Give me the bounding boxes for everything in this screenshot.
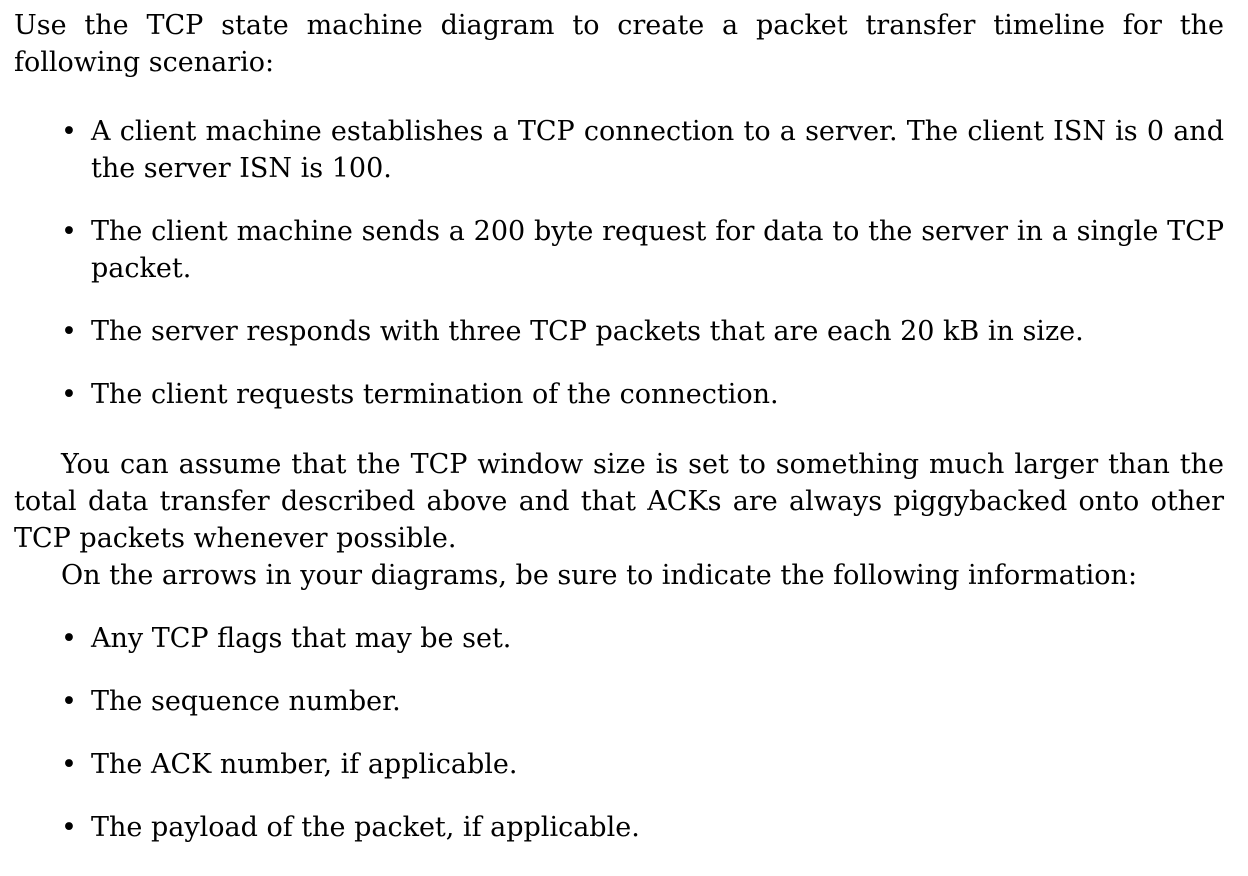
bullet-icon: • — [61, 623, 77, 654]
list-item — [14, 313, 1224, 350]
list-item — [14, 213, 1224, 287]
list-item — [14, 113, 1224, 187]
list-item — [14, 620, 1224, 657]
list-item — [14, 683, 1224, 720]
list-item — [14, 809, 1224, 846]
bullet-icon: • — [61, 812, 77, 843]
info-item-text: Any TCP flags that may be set. — [91, 623, 512, 654]
bullet-icon: • — [61, 116, 77, 147]
scenario-item-text: A client machine establishes a TCP connection to a server. The client ISN is 0 and the server ISN is 100. — [91, 116, 1224, 184]
list-item — [14, 376, 1224, 413]
bullet-icon: • — [61, 379, 77, 410]
scenario-list — [14, 113, 1224, 413]
scenario-item-text: The server responds with three TCP packets that are each 20 kB in size. — [91, 316, 1084, 347]
assumption-paragraph: You can assume that the TCP window size is set to something much larger than the total data transfer described above and that ACKs are always piggybacked onto other TCP packets whenever possible. — [14, 449, 1224, 554]
bullet-icon: • — [61, 686, 77, 717]
info-list — [14, 620, 1224, 846]
info-item-text: The payload of the packet, if applicable. — [91, 812, 640, 843]
document-page — [14, 7, 1224, 846]
list-item — [14, 746, 1224, 783]
bullet-icon: • — [61, 216, 77, 247]
bullet-icon: • — [61, 316, 77, 347]
scenario-item-text: The client requests termination of the connection. — [91, 379, 779, 410]
arrows-instruction: On the arrows in your diagrams, be sure to indicate the following information: — [61, 560, 1138, 591]
bullet-icon: • — [61, 749, 77, 780]
intro-paragraph: Use the TCP state machine diagram to create a packet transfer timeline for the following scenario: — [14, 10, 1224, 78]
info-item-text: The ACK number, if applicable. — [91, 749, 518, 780]
info-item-text: The sequence number. — [91, 686, 401, 717]
scenario-item-text: The client machine sends a 200 byte request for data to the server in a single TCP packet. — [91, 216, 1224, 284]
